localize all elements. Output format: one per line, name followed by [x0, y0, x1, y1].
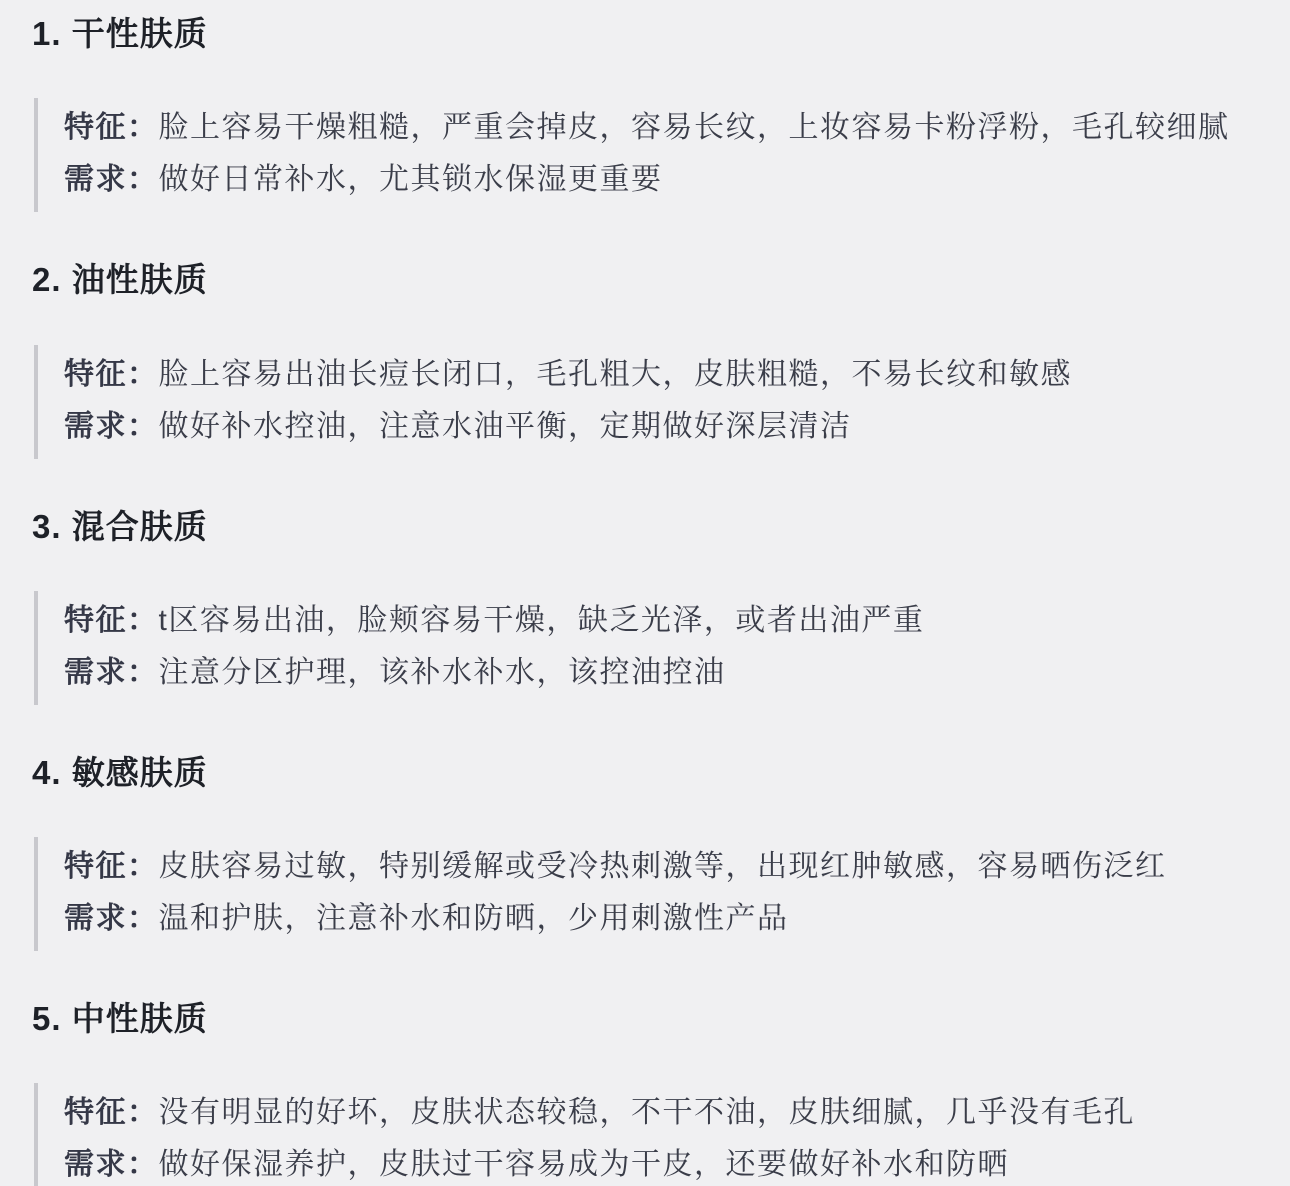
need-row [64, 647, 1270, 699]
section-dry-skin [30, 16, 1270, 212]
feature-label: 特征： [64, 1096, 159, 1130]
skin-type-document [30, 16, 1270, 1186]
need-text: 做好保湿养护，皮肤过干容易成为干皮，还要做好补水和防晒 [158, 1148, 1009, 1182]
section-title: 5. 中性肤质 [32, 1000, 208, 1038]
feature-row [64, 102, 1270, 154]
need-label: 需求： [64, 1148, 159, 1182]
feature-label: 特征： [64, 111, 159, 145]
feature-row [64, 1087, 1270, 1139]
need-row [64, 893, 1270, 945]
need-text: 做好日常补水，尤其锁水保湿更重要 [158, 163, 663, 197]
section-title: 1. 干性肤质 [32, 15, 208, 52]
need-text: 做好补水控油，注意水油平衡，定期做好深层清洁 [158, 409, 852, 443]
feature-label: 特征： [64, 357, 159, 391]
section-quote [34, 837, 1270, 951]
section-title: 2. 油性肤质 [32, 261, 208, 299]
section-quote [34, 98, 1270, 212]
feature-row [64, 841, 1270, 893]
feature-text: 没有明显的好坏，皮肤状态较稳，不干不油，皮肤细腻，几乎没有毛孔 [158, 1096, 1135, 1130]
section-neutral-skin [30, 1001, 1270, 1186]
need-row [64, 1139, 1270, 1186]
need-label: 需求： [64, 902, 159, 936]
section-title: 3. 混合肤质 [32, 507, 208, 545]
feature-text: t区容易出油，脸颊容易干燥，缺乏光泽，或者出油严重 [158, 603, 925, 637]
section-combination-skin [30, 509, 1270, 705]
section-sensitive-skin [30, 755, 1270, 951]
feature-text: 脸上容易干燥粗糙，严重会掉皮，容易长纹，上妆容易卡粉浮粉，毛孔较细腻 [158, 111, 1230, 145]
section-quote [34, 345, 1270, 459]
feature-text: 脸上容易出油长痘长闭口，毛孔粗大，皮肤粗糙，不易长纹和敏感 [158, 357, 1072, 391]
section-title: 4. 敏感肤质 [32, 753, 208, 791]
need-label: 需求： [64, 655, 159, 689]
need-text: 注意分区护理，该补水补水，该控油控油 [158, 655, 726, 689]
feature-label: 特征： [64, 603, 159, 637]
need-row [64, 154, 1270, 206]
section-quote [34, 591, 1270, 705]
section-quote [34, 1083, 1270, 1186]
need-row [64, 401, 1270, 453]
need-label: 需求： [64, 409, 159, 443]
need-label: 需求： [64, 163, 159, 197]
feature-label: 特征： [64, 850, 159, 884]
feature-text: 皮肤容易过敏，特别缓解或受冷热刺激等，出现红肿敏感，容易晒伤泛红 [158, 850, 1167, 884]
need-text: 温和护肤，注意补水和防晒，少用刺激性产品 [158, 902, 789, 936]
feature-row [64, 595, 1270, 647]
section-oily-skin [30, 262, 1270, 458]
feature-row [64, 349, 1270, 401]
